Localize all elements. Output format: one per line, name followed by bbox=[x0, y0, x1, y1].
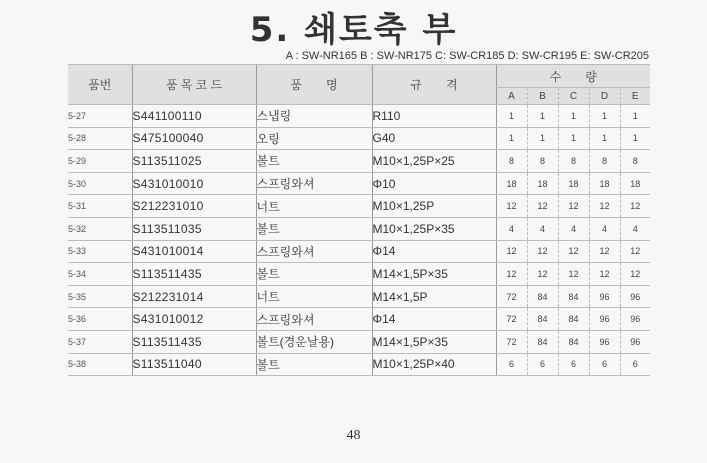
part-name: 볼트 bbox=[256, 217, 372, 240]
qty-a: 1 bbox=[496, 127, 527, 150]
qty-c: 8 bbox=[558, 150, 589, 173]
parts-table bbox=[68, 64, 650, 376]
qty-e: 8 bbox=[620, 150, 650, 173]
table-row bbox=[68, 195, 650, 218]
page-number: 48 bbox=[346, 428, 361, 443]
qty-b: 12 bbox=[527, 195, 558, 218]
qty-b: 1 bbox=[527, 105, 558, 128]
qty-e: 18 bbox=[620, 172, 650, 195]
part-spec: M14×1,5P×35 bbox=[372, 330, 496, 353]
qty-a: 72 bbox=[496, 285, 527, 308]
qty-c: 6 bbox=[558, 353, 589, 376]
table-row bbox=[68, 105, 650, 128]
table-row bbox=[68, 150, 650, 173]
qty-e: 96 bbox=[620, 285, 650, 308]
qty-e: 12 bbox=[620, 195, 650, 218]
qty-c: 84 bbox=[558, 308, 589, 331]
qty-e: 12 bbox=[620, 240, 650, 263]
item-code: S113511035 bbox=[132, 217, 256, 240]
qty-e: 12 bbox=[620, 263, 650, 286]
part-spec: Φ14 bbox=[372, 308, 496, 331]
part-number: 5-27 bbox=[68, 105, 132, 128]
part-number: 5-35 bbox=[68, 285, 132, 308]
qty-a: 1 bbox=[496, 105, 527, 128]
qty-c: 18 bbox=[558, 172, 589, 195]
header-spec: 규 격 bbox=[372, 65, 496, 105]
part-number: 5-32 bbox=[68, 217, 132, 240]
qty-a: 4 bbox=[496, 217, 527, 240]
table-row bbox=[68, 127, 650, 150]
item-code: S113511040 bbox=[132, 353, 256, 376]
qty-d: 96 bbox=[589, 330, 620, 353]
header-qty: 수 량 bbox=[496, 65, 650, 88]
item-code: S212231010 bbox=[132, 195, 256, 218]
item-code: S113511025 bbox=[132, 150, 256, 173]
part-name: 스프링와셔 bbox=[256, 240, 372, 263]
item-code: S441100110 bbox=[132, 105, 256, 128]
qty-c: 4 bbox=[558, 217, 589, 240]
qty-b: 6 bbox=[527, 353, 558, 376]
part-name: 볼트 bbox=[256, 263, 372, 286]
part-spec: M10×1,25P×35 bbox=[372, 217, 496, 240]
qty-e: 6 bbox=[620, 353, 650, 376]
table-row bbox=[68, 217, 650, 240]
qty-b: 18 bbox=[527, 172, 558, 195]
item-code: S113511435 bbox=[132, 263, 256, 286]
page-title: 5. 쇄토축 부 bbox=[249, 10, 458, 50]
item-code: S212231014 bbox=[132, 285, 256, 308]
qty-d: 4 bbox=[589, 217, 620, 240]
part-name: 스프링와셔 bbox=[256, 172, 372, 195]
header-name: 품 명 bbox=[256, 65, 372, 105]
qty-e: 1 bbox=[620, 105, 650, 128]
part-spec: M10×1,25P×40 bbox=[372, 353, 496, 376]
part-number: 5-36 bbox=[68, 308, 132, 331]
qty-d: 96 bbox=[589, 308, 620, 331]
item-code: S431010010 bbox=[132, 172, 256, 195]
qty-a: 6 bbox=[496, 353, 527, 376]
item-code: S113511435 bbox=[132, 330, 256, 353]
part-number: 5-28 bbox=[68, 127, 132, 150]
header-qty-a: A bbox=[496, 88, 527, 105]
part-spec: R110 bbox=[372, 105, 496, 128]
item-code: S475100040 bbox=[132, 127, 256, 150]
qty-b: 1 bbox=[527, 127, 558, 150]
qty-b: 12 bbox=[527, 263, 558, 286]
part-name: 볼트(경운날용) bbox=[256, 330, 372, 353]
qty-b: 84 bbox=[527, 330, 558, 353]
header-qty-d: D bbox=[589, 88, 620, 105]
qty-c: 84 bbox=[558, 330, 589, 353]
part-spec: M14×1,5P bbox=[372, 285, 496, 308]
part-spec: Φ10 bbox=[372, 172, 496, 195]
qty-a: 12 bbox=[496, 240, 527, 263]
part-number: 5-37 bbox=[68, 330, 132, 353]
part-name: 볼트 bbox=[256, 150, 372, 173]
item-code: S431010012 bbox=[132, 308, 256, 331]
part-number: 5-33 bbox=[68, 240, 132, 263]
qty-d: 1 bbox=[589, 127, 620, 150]
qty-b: 84 bbox=[527, 308, 558, 331]
header-no: 품번 bbox=[68, 65, 132, 105]
table-row bbox=[68, 172, 650, 195]
qty-a: 18 bbox=[496, 172, 527, 195]
qty-e: 4 bbox=[620, 217, 650, 240]
table-row bbox=[68, 308, 650, 331]
part-spec: M14×1,5P×35 bbox=[372, 263, 496, 286]
qty-d: 12 bbox=[589, 195, 620, 218]
part-number: 5-30 bbox=[68, 172, 132, 195]
header-qty-c: C bbox=[558, 88, 589, 105]
qty-a: 8 bbox=[496, 150, 527, 173]
qty-a: 12 bbox=[496, 195, 527, 218]
qty-d: 6 bbox=[589, 353, 620, 376]
header-qty-b: B bbox=[527, 88, 558, 105]
part-number: 5-31 bbox=[68, 195, 132, 218]
qty-a: 12 bbox=[496, 263, 527, 286]
qty-c: 1 bbox=[558, 127, 589, 150]
qty-c: 12 bbox=[558, 195, 589, 218]
part-spec: G40 bbox=[372, 127, 496, 150]
part-number: 5-29 bbox=[68, 150, 132, 173]
qty-e: 96 bbox=[620, 308, 650, 331]
part-number: 5-34 bbox=[68, 263, 132, 286]
part-spec: Φ14 bbox=[372, 240, 496, 263]
table-row bbox=[68, 330, 650, 353]
qty-e: 1 bbox=[620, 127, 650, 150]
qty-c: 84 bbox=[558, 285, 589, 308]
part-name: 스냅링 bbox=[256, 105, 372, 128]
part-spec: M10×1,25P×25 bbox=[372, 150, 496, 173]
qty-b: 4 bbox=[527, 217, 558, 240]
part-spec: M10×1,25P bbox=[372, 195, 496, 218]
qty-c: 1 bbox=[558, 105, 589, 128]
header-code: 품 목 코 드 bbox=[132, 65, 256, 105]
part-number: 5-38 bbox=[68, 353, 132, 376]
qty-e: 96 bbox=[620, 330, 650, 353]
qty-d: 1 bbox=[589, 105, 620, 128]
qty-a: 72 bbox=[496, 330, 527, 353]
model-legend: A : SW-NR165 B : SW-NR175 C: SW-CR185 D: SW-CR195 E: SW-CR205 bbox=[285, 50, 649, 62]
qty-d: 12 bbox=[589, 240, 620, 263]
qty-a: 72 bbox=[496, 308, 527, 331]
part-name: 너트 bbox=[256, 195, 372, 218]
qty-b: 84 bbox=[527, 285, 558, 308]
item-code: S431010014 bbox=[132, 240, 256, 263]
table-row bbox=[68, 285, 650, 308]
part-name: 오링 bbox=[256, 127, 372, 150]
part-name: 스프링와셔 bbox=[256, 308, 372, 331]
qty-c: 12 bbox=[558, 263, 589, 286]
qty-c: 12 bbox=[558, 240, 589, 263]
header-qty-e: E bbox=[620, 88, 650, 105]
qty-d: 96 bbox=[589, 285, 620, 308]
table-row bbox=[68, 240, 650, 263]
table-row bbox=[68, 353, 650, 376]
qty-b: 8 bbox=[527, 150, 558, 173]
qty-d: 18 bbox=[589, 172, 620, 195]
part-name: 볼트 bbox=[256, 353, 372, 376]
table-row bbox=[68, 263, 650, 286]
qty-d: 12 bbox=[589, 263, 620, 286]
qty-d: 8 bbox=[589, 150, 620, 173]
part-name: 너트 bbox=[256, 285, 372, 308]
qty-b: 12 bbox=[527, 240, 558, 263]
